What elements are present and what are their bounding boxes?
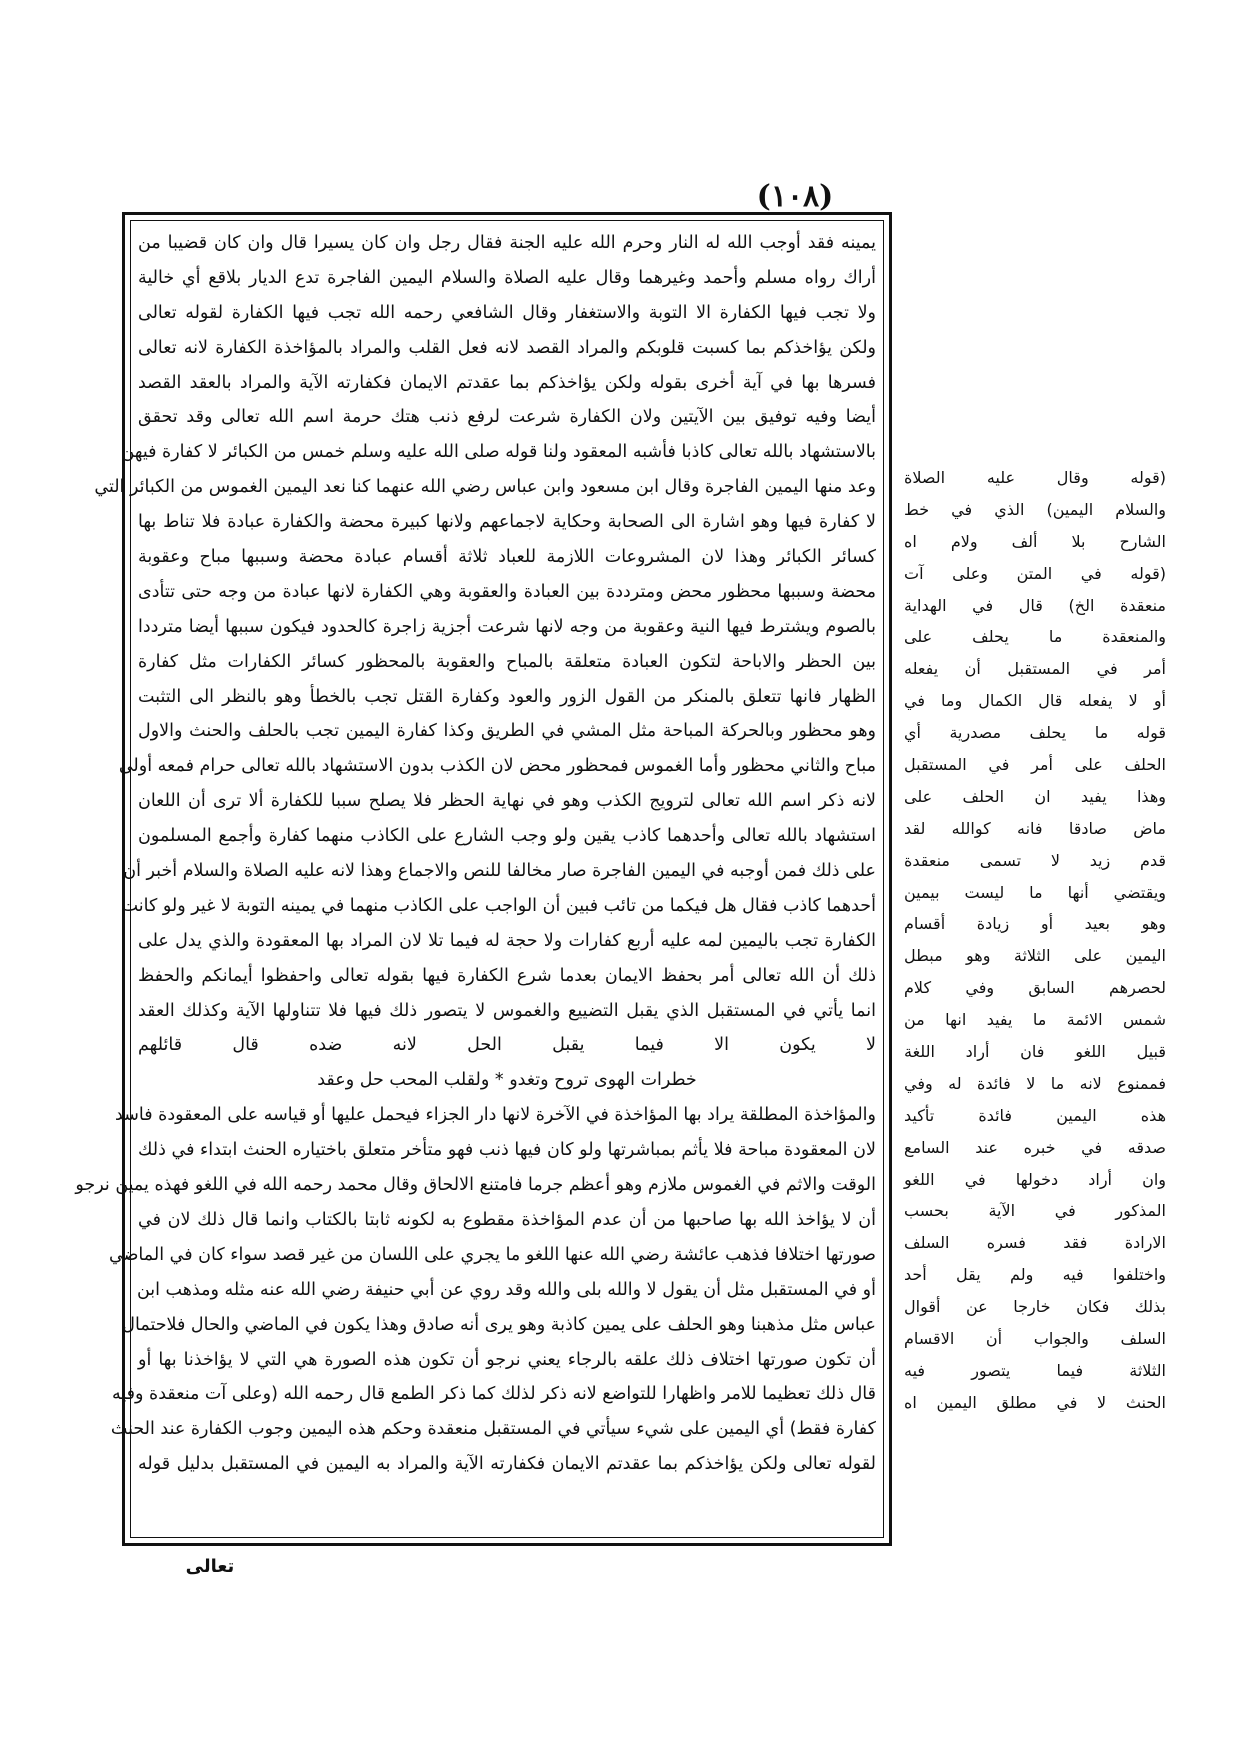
main-text-line: مباح والثاني محظور وأما الغموس فمحظور محض لان الكذب بدون الاستشهاد بالله تعالى حرام فمعه أولى — [118, 756, 876, 777]
margin-note-line: الثلاثة فيما يتصور فيه — [904, 1360, 1166, 1380]
main-text-line: بالصوم ويشترط فيها النية وعقوبة من وجه لانها شرعت أجزية زاجرة كالحدود فيكون سببها أيضا مترددا — [138, 616, 876, 637]
main-text-line: الوقت والاثم في الغموس ملازم وهو أعظم جرما فامتنع الالحاق وقال محمد رحمه الله في اللغو فهذه يمين نرجو — [75, 1175, 876, 1196]
catchword: تعالى — [185, 1556, 235, 1577]
main-text-line: ولكن يؤاخذكم بما كسبت قلوبكم والمراد القصد لانه فعل القلب والمراد بالمؤاخذة الكفارة لانه تعالى — [138, 337, 876, 358]
margin-note-line: ويقتضي أنها ما ليست بيمين — [904, 882, 1166, 902]
margin-note-line: الحلف على أمر في المستقبل — [904, 755, 1166, 775]
margin-note-line: قبيل اللغو فان أراد اللغة — [904, 1042, 1166, 1062]
margin-note-line: وهو بعيد أو زيادة أقسام — [904, 914, 1166, 934]
margin-note-line: السلف والجواب أن الاقسام — [904, 1329, 1166, 1349]
margin-note-line: أمر في المستقبل أن يفعله — [904, 659, 1166, 679]
main-text-line: قال ذلك تعظيما للامر واظهارا للتواضع لانه ذكر لذلك كما ذكر الطمع قال رحمه الله (وعلى آت منعقدة وفيه — [112, 1384, 876, 1405]
main-text-line: صورتها اختلافا فذهب عائشة رضي الله عنها اللغو ما يجري على اللسان من غير قصد سواء كان في الماضي — [108, 1244, 876, 1265]
main-text-line: الكفارة تجب باليمين لمه عليه أربع كفارات ولا حجة له فيما تلا لان المراد بها المعقودة والذي يدل على — [138, 930, 876, 951]
margin-note-line: هذه اليمين فائدة تأكيد — [904, 1105, 1166, 1125]
margin-note-line: الارادة فقد فسره السلف — [904, 1233, 1166, 1253]
main-text-line: انما يأتي في المستقبل الذي يقبل التضييع والغموس لا يتصور ذلك فيها فلا تتناولها الآية وكذلك العقد — [138, 1000, 876, 1021]
margin-note-line: فممنوع لانه ما لا فائدة له وفي — [904, 1073, 1166, 1093]
main-text-line: لان المعقودة مباحة فلا يأثم بمباشرتها ولو كان فيها ذنب فهو متأخر متعلق باختياره الحنث ابتداء في ذلك — [138, 1140, 876, 1161]
main-text-line: وعد منها اليمين الفاجرة وقال ابن مسعود وابن عباس رضي الله عنهما كنا نعد اليمين الغموس من الكبائر التي — [94, 477, 876, 498]
page-number: (١٠٨) — [756, 179, 834, 214]
margin-note-line: الشارح بلا ألف ولام اه — [904, 531, 1166, 551]
main-text-line: كفارة فقط) أي اليمين على شيء سيأتي في المستقبل منعقدة وحكم هذه اليمين وجوب الكفارة عند الحنث — [110, 1419, 876, 1440]
poetry-verse-line: خطرات الهوى تروح وتغدو * ولقلب المحب حل وعقد — [317, 1070, 697, 1091]
main-text-line: وهو محظور وبالحركة المباحة مثل المشي في الطريق وكذا كفارة اليمين تجب بالحلف والحنث والاول — [138, 721, 876, 742]
main-text-line: أيضا وفيه توفيق بين الآيتين ولان الكفارة شرعت لرفع ذنب هتك حرمة اسم الله تعالى وقد تحقق — [138, 407, 876, 428]
main-text-line: الظهار فانها تتعلق بالمنكر من القول الزور والعود وكفارة القتل تجب بالخطأ وهو بالنظر الى التثبت — [138, 686, 876, 707]
main-text-line: بين الحظر والاباحة لتكون العبادة متعلقة بالمباح والعقوبة بالمحظور كسائر الكفارات مثل كفارة — [138, 651, 876, 672]
margin-note-line: اليمين على الثلاثة وهو مبطل — [904, 946, 1166, 966]
main-text-line: فسرها بها في آية أخرى بقوله ولكن يؤاخذكم بما عقدتم الايمان فكفارته الآية والمراد بالعقد القصد — [138, 372, 876, 393]
margin-note-line: شمس الائمة ما يفيد انها من — [904, 1010, 1166, 1030]
margin-note-line: (قوله في المتن وعلى آت — [904, 563, 1166, 583]
main-text-line: ولا تجب فيها الكفارة الا التوبة والاستغفار وقال الشافعي رحمه الله تجب فيها الكفارة لقوله تعالى — [138, 302, 876, 323]
main-text-line: لانه ذكر اسم الله تعالى لترويج الكذب وهو في نهاية الحظر فلا يصلح سببا للكفارة ألا ترى أن اللعان — [138, 791, 876, 812]
margin-note-line: صدقه في خبره عند السامع — [904, 1137, 1166, 1157]
margin-note-line: بذلك فكان خارجا عن أقوال — [904, 1297, 1166, 1317]
main-text-block — [75, 226, 876, 1532]
main-text-line: بالاستشهاد بالله تعالى كاذبا فأشبه المعقود ولنا قوله صلى الله عليه وسلم خمس من الكبائر لا كفارة فيهن — [121, 442, 876, 463]
margin-note-line: منعقدة الخ) قال في الهداية — [904, 595, 1166, 615]
main-text-line: كسائر الكبائر وهذا لان المشروعات اللازمة للعباد ثلاثة أقسام عبادة محضة وسببها مباح وعقوبة — [138, 547, 876, 568]
margin-note-line: (قوله وقال عليه الصلاة — [904, 468, 1166, 487]
main-text-line: والمؤاخذة المطلقة يراد بها المؤاخذة في الآخرة لانها دار الجزاء فيحمل عليها أو قياسه على المعقودة فاسد — [115, 1105, 876, 1126]
main-text-line: لا كفارة فيها وهو اشارة الى الصحابة وحكاية لاجماعهم ولانها كبيرة محضة والكفارة عبادة فلا تناط بها — [138, 512, 876, 533]
margin-note-line: واختلفوا فيه ولم يقل أحد — [904, 1265, 1166, 1285]
margin-note-line: وان أراد دخولها في اللغو — [904, 1169, 1166, 1189]
margin-commentary — [904, 462, 1166, 1412]
margin-note-line: قدم زيد لا تسمى منعقدة — [904, 850, 1166, 870]
main-text-line: ذلك أن الله تعالى أمر بحفظ الايمان بعدما شرع الكفارة فيها بقوله تعالى واحفظوا أيمانكم والحفظ — [138, 965, 876, 986]
margin-note-line: ماض صادقا فانه كوالله لقد — [904, 818, 1166, 838]
main-text-line: على ذلك فمن أوجبه في اليمين الفاجرة صار مخالفا للنص والاجماع وهذا لانه عليه الصلاة والسلام أخبر أن — [123, 861, 876, 882]
margin-note-line: المذكور في الآية بحسب — [904, 1201, 1166, 1221]
main-text-line: أو في المستقبل مثل أن يقول لا والله بلى والله وقد روي عن أبي حنيفة رضي الله عنه مثله ومذهب ابن — [136, 1279, 876, 1300]
main-text-line: أحدهما كاذب فقال هل فيكما من تائب فبين أن الواجب على الكاذب منهما في يمينه التوبة لا غير ولو كانت — [121, 895, 876, 916]
main-text-line: يمينه فقد أوجب الله له النار وحرم الله عليه الجنة فقال رجل وان كان يسيرا قال وان كان قضيبا من — [138, 233, 876, 253]
main-text-line: لا يكون الا فيما يقبل الحل لانه ضده قال قائلهم — [138, 1035, 876, 1056]
margin-note-line: قوله ما يحلف مصدرية أي — [904, 723, 1166, 743]
margin-note-line: وهذا يفيد ان الحلف على — [904, 786, 1166, 806]
margin-note-line: والسلام اليمين) الذي في خط — [904, 499, 1166, 519]
main-text-line: لقوله تعالى ولكن يؤاخذكم بما عقدتم الايمان فكفارته الآية والمراد به اليمين في المستقبل بدليل قوله — [138, 1454, 876, 1475]
margin-note-line: الحنث لا في مطلق اليمين اه — [904, 1392, 1166, 1412]
main-text-line: أن لا يؤاخذ الله بها صاحبها من أن عدم المؤاخذة مقطوع به لكونه ثابتا بالكتاب وانما قال ذلك لان في — [138, 1209, 876, 1230]
margin-note-line: أو لا يفعله قال الكمال وما في — [904, 691, 1166, 711]
main-text-line: محضة وسببها محظور محض ومترددة بين العبادة والعقوبة وهي الكفارة لانها عبادة من وجه حتى تتأدى — [138, 581, 876, 602]
main-text-line: أن تكون صورتها اختلاف ذلك علقه بالرجاء يعني نرجو أن تكون هذه الصورة هي التي لا يؤاخذنا بها أو — [138, 1349, 876, 1370]
margin-note-line: والمنعقدة ما يحلف على — [904, 627, 1166, 647]
margin-note-line: لحصرهم السابق وفي كلام — [904, 978, 1166, 998]
main-text-line: استشهاد بالله تعالى وأحدهما كاذب يقين ولو وجب الشارع على الكاذب منهما كفارة وأجمع المسلمون — [138, 826, 876, 847]
main-text-line: أراك رواه مسلم وأحمد وغيرهما وقال عليه الصلاة والسلام اليمين الفاجرة تدع الديار بلاقع أي خالية — [138, 267, 876, 288]
main-text-line: عباس مثل مذهبنا وهو الحلف على يمين كاذبة وهو يرى أنه صادق وهذا يكون في الماضي والحال فلاحتمال — [122, 1314, 876, 1335]
